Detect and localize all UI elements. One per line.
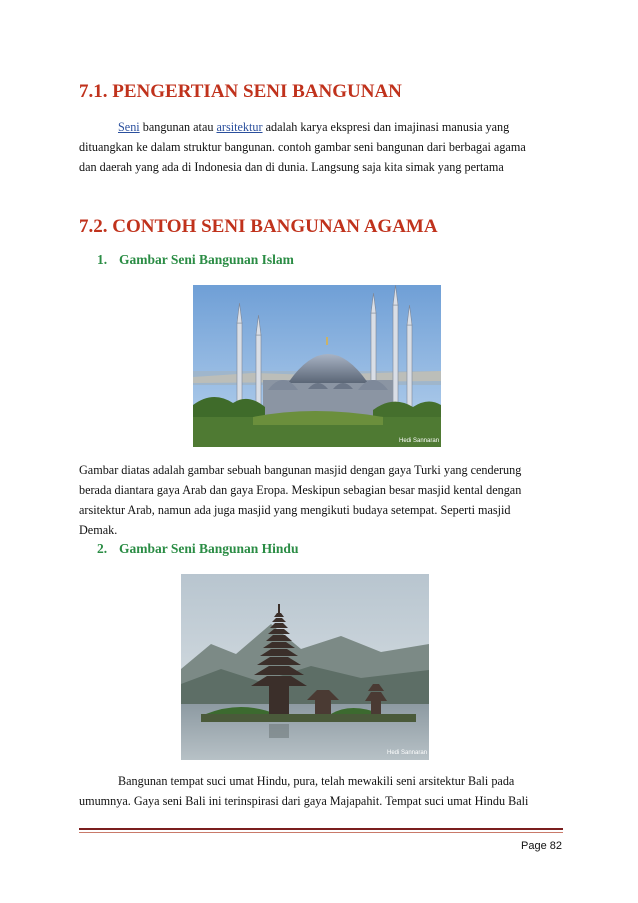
arsitektur-link[interactable]: arsitektur	[216, 120, 263, 134]
caption-line: arsitektur Arab, namun ada juga masjid yang mengikuti budaya setempat. Seperti masjid	[79, 503, 511, 517]
section-heading-contoh: 7.2. CONTOH SENI BANGUNAN AGAMA	[79, 216, 438, 237]
hindu-caption	[79, 771, 565, 811]
caption-line: Demak.	[79, 523, 118, 537]
caption-line: umumnya. Gaya seni Bali ini terinspirasi dari gaya Majapahit. Tempat suci umat Hindu Bali	[79, 794, 529, 808]
page-number: Page 82	[521, 840, 562, 852]
mosque-photo	[193, 285, 441, 447]
subheading-number: 2.	[97, 541, 108, 556]
subheading-hindu	[97, 541, 298, 557]
subheading-title: Gambar Seni Bangunan Islam	[119, 252, 294, 267]
subheading-number: 1.	[97, 252, 108, 267]
seni-link[interactable]: Seni	[118, 120, 140, 134]
intro-paragraph	[79, 117, 565, 177]
islam-caption	[79, 460, 565, 540]
intro-line-1	[79, 117, 565, 137]
intro-line-3: dan daerah yang ada di Indonesia dan di dunia. Langsung saja kita simak yang pertama	[79, 160, 504, 174]
intro-text-1: bangunan atau	[139, 120, 217, 134]
caption-line: Gambar diatas adalah gambar sebuah bangunan masjid dengan gaya Turki yang cenderung	[79, 463, 522, 477]
caption-line: berada diantara gaya Arab dan gaya Eropa. Meskipun sebagian besar masjid kental dengan	[79, 483, 522, 497]
subheading-islam	[97, 252, 294, 268]
photo-credit-1: Hedi Sannaran	[399, 438, 440, 444]
intro-text-2: adalah karya ekspresi dan imajinasi manusia yang	[262, 120, 510, 134]
section-heading-pengertian: 7.1. PENGERTIAN SENI BANGUNAN	[79, 81, 402, 102]
temple-photo	[181, 574, 429, 760]
intro-line-2: dituangkan ke dalam struktur bangunan. contoh gambar seni bangunan dari berbagai agama	[79, 140, 526, 154]
caption-line: Bangunan tempat suci umat Hindu, pura, telah mewakili seni arsitektur Bali pada	[118, 774, 515, 788]
footer-rule-thin	[79, 832, 563, 833]
footer-rule	[79, 828, 563, 830]
subheading-title: Gambar Seni Bangunan Hindu	[119, 541, 299, 556]
photo-credit-2: Hedi Sannaran	[387, 750, 428, 756]
